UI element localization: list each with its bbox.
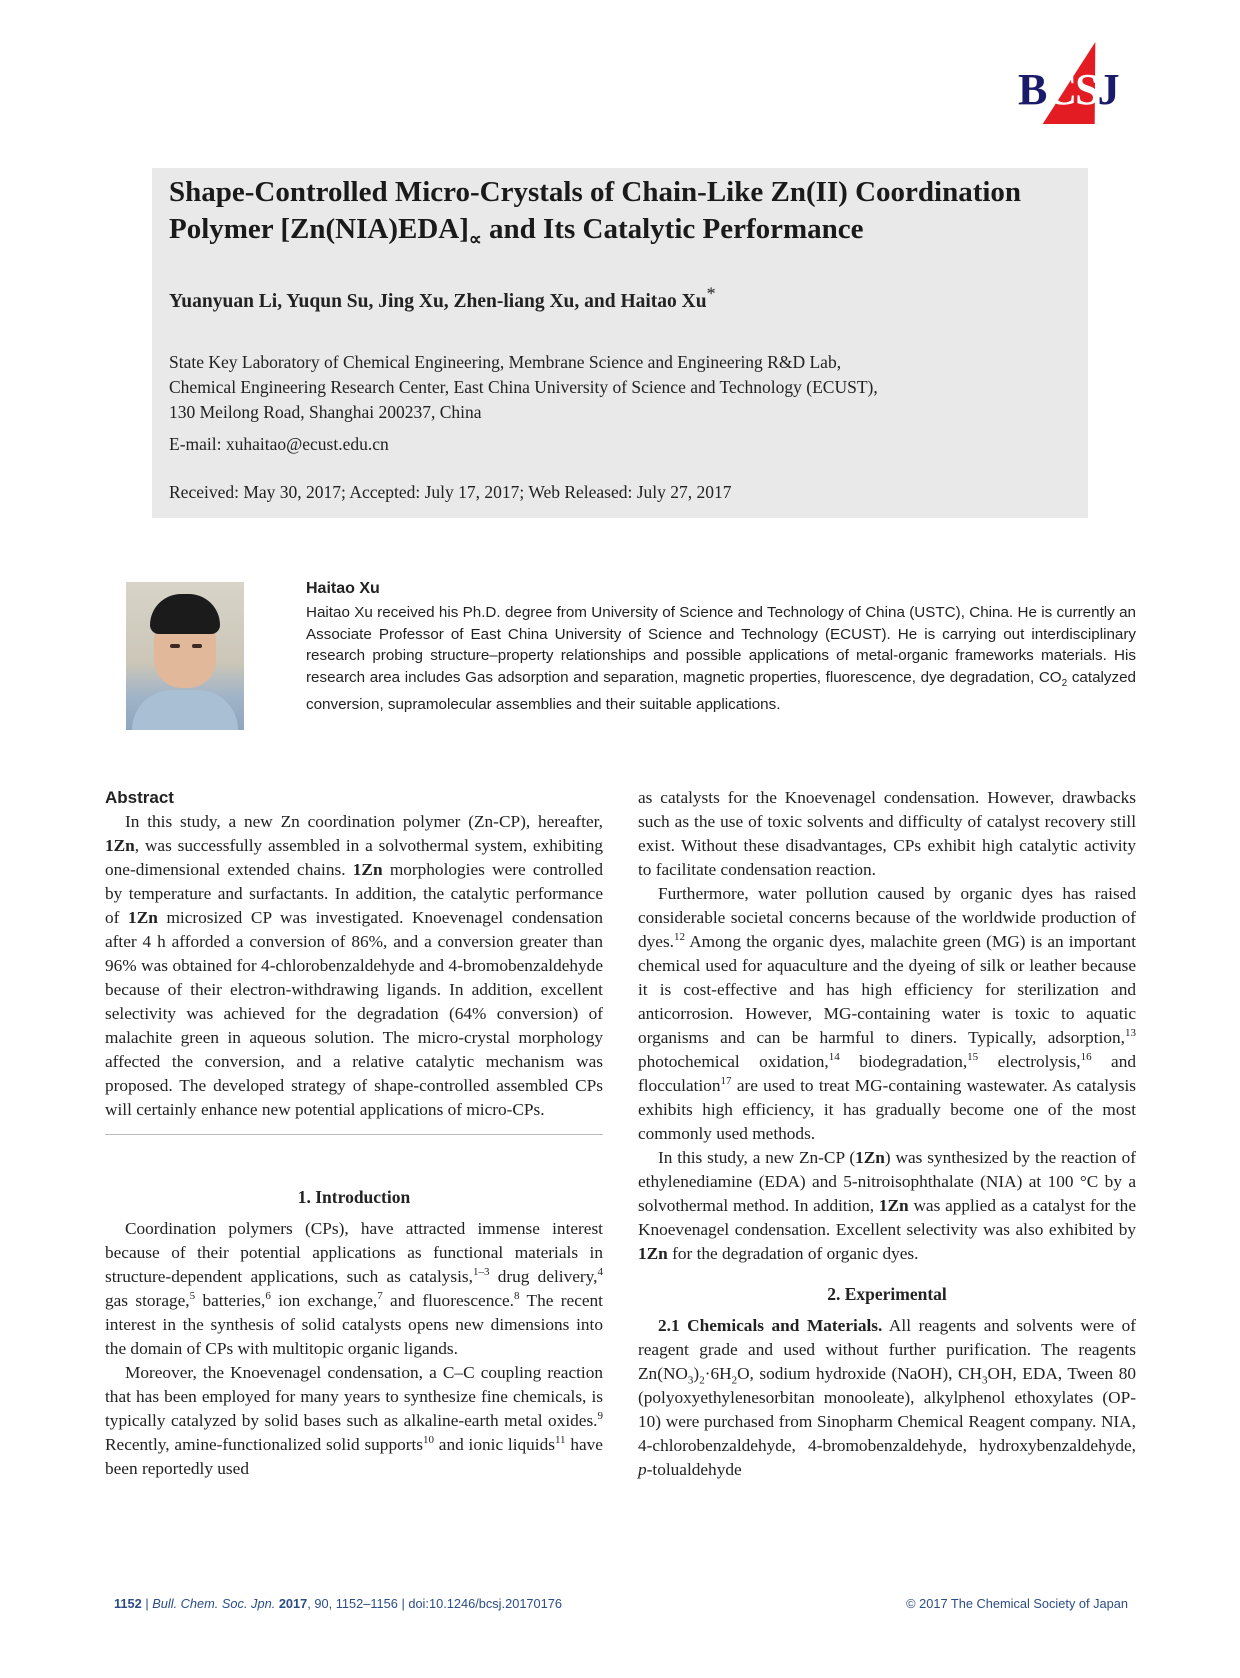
title-line-2-end: and Its Catalytic Performance [481,213,864,245]
affiliation-line-2: Chemical Engineering Research Center, East China University of Science and Technology (ECUST), [169,377,878,397]
compound-label: 1Zn [352,860,383,879]
reference[interactable]: 8 [514,1290,520,1303]
reference[interactable]: 10 [423,1434,435,1447]
subscript: 3 [981,1374,988,1387]
text-run: and flocculation [638,1052,1137,1095]
text-run: and ionic liquids [434,1435,555,1454]
photo-shirt [132,690,238,730]
abstract-part: In this study, a new Zn coordination polymer (Zn-CP), hereafter, [125,812,603,831]
text-run: Recently, amine-functionalized solid supports [105,1435,424,1454]
intro-paragraph-4 [638,1146,1136,1266]
compound-label: 1Zn [878,1196,909,1215]
article-header [152,168,1088,518]
left-column [105,786,603,1481]
corresponding-author-mark: * [706,283,716,304]
compound-label: 1Zn [105,836,135,855]
text-run: drug delivery, [489,1267,598,1286]
logo-letter-c: C [1045,65,1076,114]
text-run: electrolysis, [978,1052,1081,1071]
citation-details[interactable]: , 90, 1152–1156 | doi:10.1246/bcsj.20170176 [307,1596,563,1611]
title-line-2: Polymer [Zn(NIA)EDA] [169,213,469,245]
title-line-1: Shape-Controlled Micro-Crystals of Chain-Like Zn(II) Coordination [169,176,1022,208]
abstract-part: , was successfully assembled in a solvothermal system, exhibiting one-dimensional extended chains. [105,836,603,879]
text-run: photochemical oxidation, [638,1052,829,1071]
abstract-heading: Abstract [105,788,174,807]
reference[interactable]: 17 [720,1075,732,1088]
text-run: All reagents and solvents were of reagent grade and used without further purification. The reagents Zn(NO [638,1316,1136,1383]
intro-paragraph-2-continued: as catalysts for the Knoevenagel condensation. However, drawbacks such as the use of toxic solvents and difficulty of catalyst recovery still exist. Without these disadvantages, CPs exhibit high catalytic activity to facilitate condensation reaction. [638,788,1136,879]
text-run: Moreover, the Knoevenagel condensation, a C–C coupling reaction that has been employed for many years to synthesize fine chemicals, is typically catalyzed by solid bases such as alkaline-earth metal oxides. [105,1363,603,1430]
text-run: ion exchange, [270,1291,378,1310]
bcsj-logo [1018,42,1138,124]
reference[interactable]: 9 [597,1410,603,1423]
bio-name: Haitao Xu [306,580,380,597]
text-run: was applied as a catalyst for the Knoevenagel condensation. Excellent selectivity was also exhibited by [638,1196,1136,1239]
text-run: O, sodium hydroxide (NaOH), CH [737,1364,982,1383]
text-run: Among the organic dyes, malachite green (MG) is an important chemical used for aquaculture and the dyeing of silk or leather because it is cost-effective and has high efficiency for sterilization and anticorrosion. However, MG-containing water is toxic to aquatic organisms and can be harmful to diners. Typically, adsorption, [638,932,1136,1047]
text-run: are used to treat MG-containing wastewater. As catalysis exhibits high efficiency, it has gradually become one of the most commonly used methods. [638,1076,1136,1143]
subscript: 3 [687,1374,694,1387]
article-title [169,174,1069,258]
intro-paragraph-1 [105,1217,603,1361]
text-run: ) [693,1364,700,1383]
publication-year: 2017 [278,1596,308,1611]
page-number: 1152 [114,1596,142,1611]
text-run: gas storage, [105,1291,190,1310]
italic-prefix: p [638,1460,647,1479]
copyright: © 2017 The Chemical Society of Japan [906,1596,1128,1611]
reference[interactable]: 16 [1080,1051,1092,1064]
subscript: 2 [731,1374,738,1387]
text-run: The recent interest in the synthesis of solid catalysts opens new dimensions into the domain of CPs with multitopic organic ligands. [105,1291,603,1358]
text-run: ) was synthesized by the reaction of ethylenediamine (EDA) and 5-nitroisophthalate (NIA) at 100 °C by a solvothermal method. In addition, [638,1148,1136,1215]
subsection-heading: 2.1 Chemicals and Materials. [658,1316,883,1335]
reference[interactable]: 13 [1125,1027,1136,1040]
author-list [169,283,716,313]
subscript: 2 [699,1374,705,1387]
logo-letter-j: J [1097,65,1118,114]
reference[interactable]: 6 [265,1290,271,1303]
text-run: In this study, a new Zn-CP ( [658,1148,856,1167]
reference[interactable]: 12 [674,931,685,944]
bio-subscript: 2 [1061,677,1068,689]
email[interactable]: E-mail: xuhaitao@ecust.edu.cn [169,434,389,454]
reference[interactable]: 4 [597,1266,603,1279]
section-heading-experimental: 2. Experimental [827,1284,947,1304]
reference[interactable]: 1–3 [472,1266,490,1279]
reference[interactable]: 11 [554,1434,566,1447]
photo-eye-right [192,644,202,648]
experimental-paragraph-1 [638,1314,1136,1482]
text-run: Furthermore, water pollution caused by organic dyes has raised considerable societal concerns because of the worldwide production of dyes. [638,884,1136,951]
logo-letter-s: S [1075,65,1098,114]
text-run: OH, EDA, Tween 80 (polyoxyethylenesorbitan monooleate), alkylphenol ethoxylates (OP-10) were purchased from Sinopharm Chemical Reagent company. NIA, 4-chlorobenzaldehyde, 4-bromobenzaldehyde, hydroxybenzaldehyde, [638,1364,1136,1455]
right-column [638,786,1136,1482]
compound-label: 1Zn [638,1244,668,1263]
logo-letter-b: B [1018,65,1046,114]
author-photo [126,582,244,730]
compound-label: 1Zn [128,908,158,927]
bio-text-main: Haitao Xu received his Ph.D. degree from University of Science and Technology of China (USTC), China. He is currently an Associate Professor of East China University of Science and Technology (ECUST). He is carrying out interdisciplinary research probing structure–property relationships and possible applications of metal-organic frameworks materials. His research area includes Gas adsorption and separation, magnetic properties, fluorescence, dye degradation, CO [306,604,1136,686]
reference[interactable]: 14 [828,1051,840,1064]
reference[interactable]: 7 [377,1290,383,1303]
intro-paragraph-3 [638,882,1136,1146]
section-heading-introduction: 1. Introduction [297,1187,411,1207]
photo-hair [150,594,220,634]
abstract-text [105,810,603,1122]
footer-separator: | [141,1596,153,1611]
text-run: biodegradation, [839,1052,968,1071]
text-run: -tolualdehyde [646,1460,742,1479]
logo-text [1018,64,1118,115]
text-run: batteries, [195,1291,266,1310]
affiliation [169,350,878,425]
text-run: and fluorescence. [382,1291,514,1310]
journal-name: Bull. Chem. Soc. Jpn. [152,1596,276,1611]
abstract-part: morphologies were controlled by temperature and surfactants. In addition, the catalytic performance of [105,860,603,927]
text-run: ·6H [704,1364,732,1383]
publication-dates: Received: May 30, 2017; Accepted: July 17, 2017; Web Released: July 27, 2017 [169,482,732,502]
compound-label: 1Zn [855,1148,885,1167]
text-run: have been reportedly used [105,1435,603,1478]
title-subscript: ∝ [468,228,482,249]
affiliation-line-1: State Key Laboratory of Chemical Engineering, Membrane Science and Engineering R&D Lab, [169,352,842,372]
page-footer-citation [114,1596,562,1611]
abstract-part: microsized CP was investigated. Knoevenagel condensation after 4 h afforded a conversion of 86%, and a conversion greater than 96% was obtained for 4-chlorobenzaldehyde and 4-bromobenzaldehyde because of their electron-withdrawing ligands. In addition, excellent selectivity was achieved for the degradation (64% conversion) of malachite green in aqueous solution. The micro-crystal morphology affected the conversion, and a relative catalytic mechanism was proposed. The developed strategy of shape-controlled assembled CPs will certainly enhance new potential applications of micro-CPs. [105,908,604,1119]
authors: Yuanyuan Li, Yuqun Su, Jing Xu, Zhen-liang Xu, and Haitao Xu [169,291,707,312]
photo-eye-left [170,644,180,648]
text-run: Coordination polymers (CPs), have attracted immense interest because of their potential applications as functional materials in structure-dependent applications, such as catalysis, [105,1219,603,1286]
reference[interactable]: 15 [967,1051,979,1064]
bio-text [306,602,1136,716]
bio-text-end: catalyzed conversion, supramolecular assemblies and their suitable applications. [306,668,1136,714]
intro-paragraph-2 [105,1361,603,1481]
text-run: for the degradation of organic dyes. [667,1244,919,1263]
affiliation-line-3: 130 Meilong Road, Shanghai 200237, China [169,402,482,422]
reference[interactable]: 5 [189,1290,196,1303]
